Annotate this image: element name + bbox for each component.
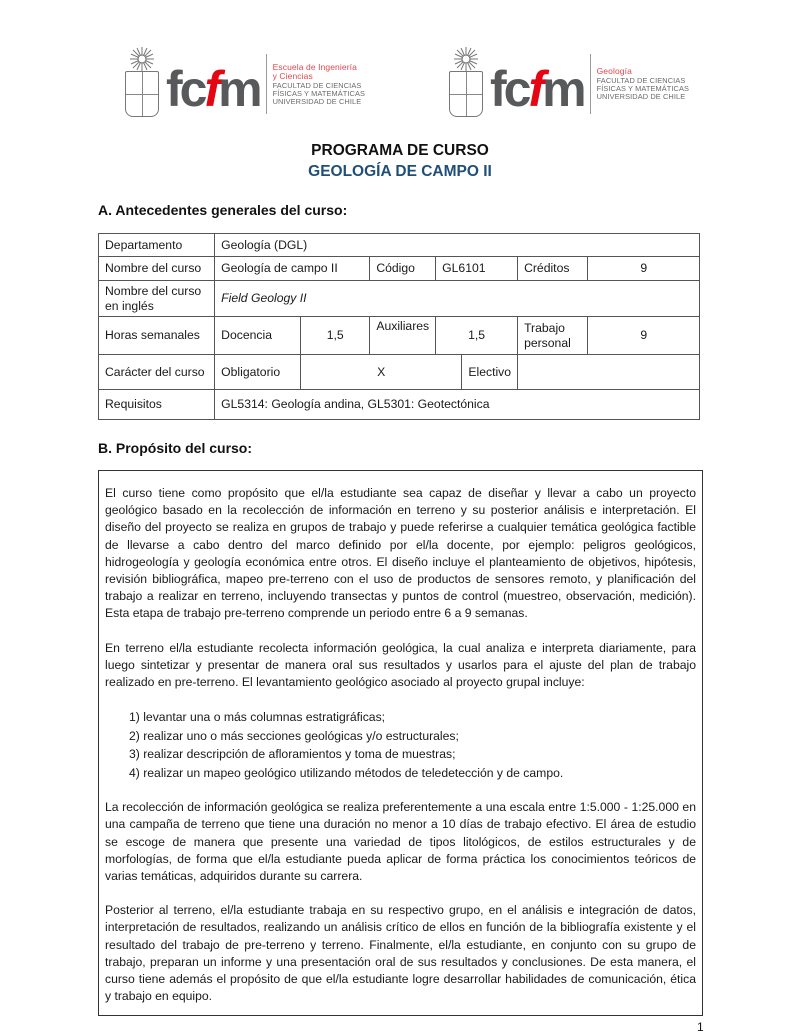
star-icon [130,47,154,71]
electivo-value [518,355,700,390]
course-title: GEOLOGÍA DE CAMPO II [308,163,492,180]
survey-activities-list [129,708,696,782]
shield-icon [449,71,483,117]
fcfm-wordmark [490,54,591,117]
departamento-label: Departamento [99,234,215,257]
nombre-ingles-label: Nombre del curso en inglés [99,281,215,317]
codigo-label: Código [370,257,436,281]
requisitos-label: Requisitos [99,390,215,420]
school-name-line2: y Ciencias [272,71,313,81]
list-item: 4) realizar un mapeo geológico utilizando métodos de teledetección y de campo. [129,765,564,780]
wordmark-m: m [542,61,584,117]
star-icon [454,47,478,71]
table-row [99,317,700,355]
fcfm-engineering-logo [124,46,365,122]
page-number: 1 [697,1020,704,1034]
nombre-ingles-value: Field Geology II [215,281,700,317]
wordmark-f: f [204,61,219,117]
nombre-value: Geología de campo II [215,257,370,281]
list-item: 2) realizar uno o más secciones geológicas y/o estructurales; [129,728,459,743]
obligatorio-label: Obligatorio [215,355,301,390]
fcfm-geology-logo [448,46,689,122]
electivo-label: Electivo [462,355,518,390]
university-crest-icon [124,47,160,121]
document-title: PROGRAMA DE CURSO [311,142,489,159]
purpose-paragraph-3: La recolección de información geológica se realiza preferentemente a una escala entre 1:5.000 - 1:25.000 en una campaña de terreno que tiene una duración no menor a 10 días de trabajo efectivo. El área de estudio se escoge de manera que presente una variedad de tipos litológicos, de estilos estructurales y de morfologías, de forma que el/la estudiante pueda aplicar de forma práctica los conocimientos teóricos de varias temáticas, adquiridos durante su carrera. [105,800,696,884]
school-name-line1: Escuela de Ingeniería [272,61,357,72]
list-item: 3) realizar descripción de afloramientos y toma de muestras; [129,747,456,762]
table-row [99,234,700,257]
horas-label: Horas semanales [99,317,215,355]
faculty-line3: UNIVERSIDAD DE CHILE [272,96,362,106]
wordmark-fc: fc [166,61,205,117]
caracter-label: Carácter del curso [99,355,215,390]
faculty-line2: FÍSICAS Y MATEMÁTICAS [596,83,690,93]
docencia-label: Docencia [215,317,301,355]
logo-text [273,63,365,106]
wordmark-m: m [218,61,260,117]
docencia-value: 1,5 [301,317,370,355]
faculty-line1: FACULTAD DE CIENCIAS [596,75,686,85]
department-name: Geología [596,66,632,77]
obligatorio-value: X [301,355,462,390]
university-crest-icon [448,47,484,121]
table-row [99,281,700,317]
codigo-value: GL6101 [436,257,518,281]
purpose-paragraph-1: El curso tiene como propósito que el/la estudiante sea capaz de diseñar y llevar a cabo un proyecto geológico basado en la recolección de información en terreno y su posterior análisis e interpretación. El diseño del proyecto se realiza en grupos de trabajo y puede referirse a cualquier temática geológica factible de llevarse a cabo dentro del marco definido por el/la docente, por ejemplo: peligros geológicos, hidrogeología y geología económica entre otros. El diseño incluye el planteamiento de objetivos, hipótesis, revisión bibliográfica, mapeo pre-terreno con el uso de productos de sensores remoto, y planificación del trabajo a realizar en terreno, incluyendo transectas y puntos de control (muestreo, observación, medición). Esta etapa de trabajo pre-terreno comprende un periodo entre 6 a 9 semanas. [105,486,696,621]
auxiliares-value: 1,5 [436,317,518,355]
purpose-paragraph-4: Posterior al terreno, el/la estudiante trabaja en su respectivo grupo, en el análisis e integración de datos, interpretación de resultados, realizando un análisis crítico de ellos en función de la bibliografía existente y el resultado del trabajo de pre-terreno y terreno. Finalmente, el/la estudiante, en conjunto con su grupo de trabajo, preparan un informe y una presentación oral de sus resultados y conclusiones. De esta manera, el curso tiene además el propósito de que el/la estudiante logre desarrollar habilidades de comunicación, ética y trabajo en equipo. [105,903,696,1004]
trabajo-value: 9 [588,317,700,355]
section-a-heading: A. Antecedentes generales del curso: [98,202,348,218]
departamento-value: Geología (DGL) [215,234,700,257]
fcfm-wordmark [166,54,267,117]
nombre-label: Nombre del curso [99,257,215,281]
wordmark-f: f [528,61,543,117]
purpose-box [98,470,703,1016]
section-b-heading: B. Propósito del curso: [98,440,253,456]
table-row [99,355,700,390]
wordmark-fc: fc [490,61,529,117]
creditos-label: Créditos [518,257,588,281]
faculty-line2: FÍSICAS Y MATEMÁTICAS [272,88,366,98]
table-row [99,390,700,420]
logo-text [597,67,689,101]
requisitos-value: GL5314: Geología andina, GL5301: Geotectónica [215,390,700,420]
course-info-table [98,233,700,420]
table-row [99,257,700,281]
faculty-line1: FACULTAD DE CIENCIAS [272,80,362,90]
auxiliares-label: Auxiliares [370,317,436,355]
shield-icon [125,71,159,117]
faculty-line3: UNIVERSIDAD DE CHILE [596,91,686,101]
creditos-value: 9 [588,257,700,281]
purpose-paragraph-2: En terreno el/la estudiante recolecta información geológica, la cual analiza e interpreta diariamente, para luego sintetizar y presentar de manera oral sus resultados y usarlos para el ajuste del plan de trabajo realizado en pre-terreno. El levantamiento geológico asociado al proyecto grupal incluye: [105,640,696,690]
list-item: 1) levantar una o más columnas estratigráficas; [129,710,386,725]
trabajo-label: Trabajo personal [518,317,588,355]
